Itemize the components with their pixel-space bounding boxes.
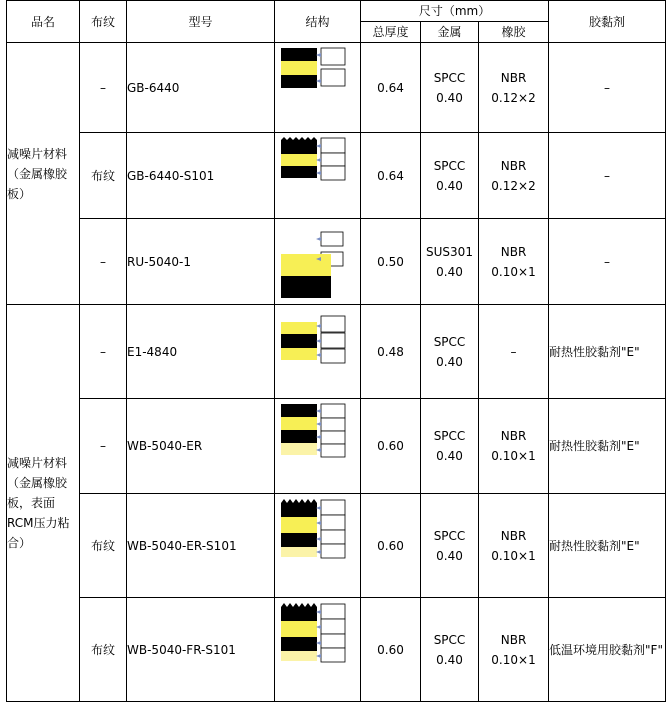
metal-thickness: 0.40 (436, 264, 463, 279)
metal-type: SPCC (433, 70, 466, 85)
rubber-cell (479, 133, 549, 219)
table-row (7, 133, 666, 219)
table-row (7, 43, 666, 133)
metal-type: SPCC (433, 158, 466, 173)
rubber-type: NBR (500, 632, 527, 647)
rubber-thickness: 0.10×1 (491, 449, 536, 463)
rubber-type: NBR (500, 429, 527, 443)
metal-cell (421, 219, 479, 305)
structure-diagram (275, 495, 361, 597)
thickness-cell: 0.60 (361, 494, 421, 598)
structure-cell (275, 399, 361, 494)
header-adhesive: 胶黏剂 (549, 1, 666, 43)
metal-cell (421, 598, 479, 702)
adhesive-cell: 耐热性胶黏剂"E" (549, 399, 666, 494)
header-texture: 布纹 (80, 1, 127, 43)
category-cell: 减噪片材料（金属橡胶板） (7, 43, 80, 305)
rubber-thickness: 0.12×2 (491, 178, 536, 193)
rubber-type: NBR (500, 528, 527, 543)
header-total-thickness: 总厚度 (361, 22, 421, 43)
product-spec-table (6, 0, 666, 702)
adhesive-cell: 耐热性胶黏剂"E" (549, 494, 666, 598)
table-row (7, 399, 666, 494)
rubber-thickness: 0.12×2 (491, 90, 536, 105)
adhesive-cell: – (549, 219, 666, 305)
rubber-cell (479, 43, 549, 133)
metal-thickness: 0.40 (436, 548, 463, 563)
thickness-cell: 0.50 (361, 219, 421, 305)
table-row (7, 494, 666, 598)
metal-cell (421, 133, 479, 219)
structure-diagram (275, 306, 361, 398)
rubber-cell (479, 305, 549, 399)
structure-cell (275, 43, 361, 133)
metal-thickness: 0.40 (436, 354, 463, 369)
adhesive-cell: 低温环境用胶黏剂"F" (549, 598, 666, 702)
structure-diagram (275, 400, 361, 493)
metal-cell (421, 305, 479, 399)
structure-cell (275, 305, 361, 399)
model-cell: WB-5040-FR-S101 (127, 598, 275, 702)
thickness-cell: 0.64 (361, 133, 421, 219)
table-row (7, 305, 666, 399)
rubber-thickness: 0.10×1 (491, 652, 536, 667)
rubber-type: – (510, 344, 517, 359)
metal-cell (421, 43, 479, 133)
model-cell: GB-6440 (127, 43, 275, 133)
metal-type: SUS301 (426, 244, 473, 259)
texture-cell: 布纹 (80, 133, 127, 219)
thickness-cell: 0.60 (361, 399, 421, 494)
adhesive-cell: 耐热性胶黏剂"E" (549, 305, 666, 399)
metal-thickness: 0.40 (436, 178, 463, 193)
texture-cell: – (80, 43, 127, 133)
rubber-cell (479, 494, 549, 598)
adhesive-cell: – (549, 43, 666, 133)
header-rubber: 橡胶 (479, 22, 549, 43)
rubber-cell (479, 598, 549, 702)
structure-cell (275, 219, 361, 305)
rubber-cell (479, 399, 549, 494)
texture-cell: 布纹 (80, 598, 127, 702)
metal-type: SPCC (433, 334, 466, 349)
model-cell: RU-5040-1 (127, 219, 275, 305)
table-row (7, 598, 666, 702)
table-row (7, 219, 666, 305)
rubber-type: NBR (500, 70, 527, 85)
structure-diagram (275, 220, 361, 304)
metal-type: SPCC (433, 632, 466, 647)
rubber-thickness: 0.10×1 (491, 548, 536, 563)
texture-cell: – (80, 399, 127, 494)
model-cell: E1-4840 (127, 305, 275, 399)
metal-thickness: 0.40 (436, 652, 463, 667)
header-metal: 金属 (421, 22, 479, 43)
structure-cell (275, 598, 361, 702)
metal-type: SPCC (433, 429, 466, 443)
metal-type: SPCC (433, 528, 466, 543)
header-model: 型号 (127, 1, 275, 43)
structure-cell (275, 494, 361, 598)
header-size: 尺寸（mm） (361, 1, 549, 22)
structure-diagram (275, 134, 361, 218)
rubber-type: NBR (500, 244, 527, 259)
structure-diagram (275, 44, 361, 132)
thickness-cell: 0.60 (361, 598, 421, 702)
rubber-type: NBR (500, 158, 527, 173)
thickness-cell: 0.64 (361, 43, 421, 133)
rubber-cell (479, 219, 549, 305)
model-cell: GB-6440-S101 (127, 133, 275, 219)
structure-cell (275, 133, 361, 219)
metal-cell (421, 494, 479, 598)
metal-thickness: 0.40 (436, 90, 463, 105)
category-cell: 减噪片材料（金属橡胶板，表面RCM压力粘合） (7, 305, 80, 702)
header-structure: 结构 (275, 1, 361, 43)
rubber-thickness: 0.10×1 (491, 264, 536, 279)
model-cell: WB-5040-ER (127, 399, 275, 494)
adhesive-cell: – (549, 133, 666, 219)
texture-cell: 布纹 (80, 494, 127, 598)
thickness-cell: 0.48 (361, 305, 421, 399)
header-product-name: 品名 (7, 1, 80, 43)
metal-thickness: 0.40 (436, 449, 463, 463)
structure-diagram (275, 599, 361, 701)
metal-cell (421, 399, 479, 494)
model-cell: WB-5040-ER-S101 (127, 494, 275, 598)
texture-cell: – (80, 219, 127, 305)
texture-cell: – (80, 305, 127, 399)
